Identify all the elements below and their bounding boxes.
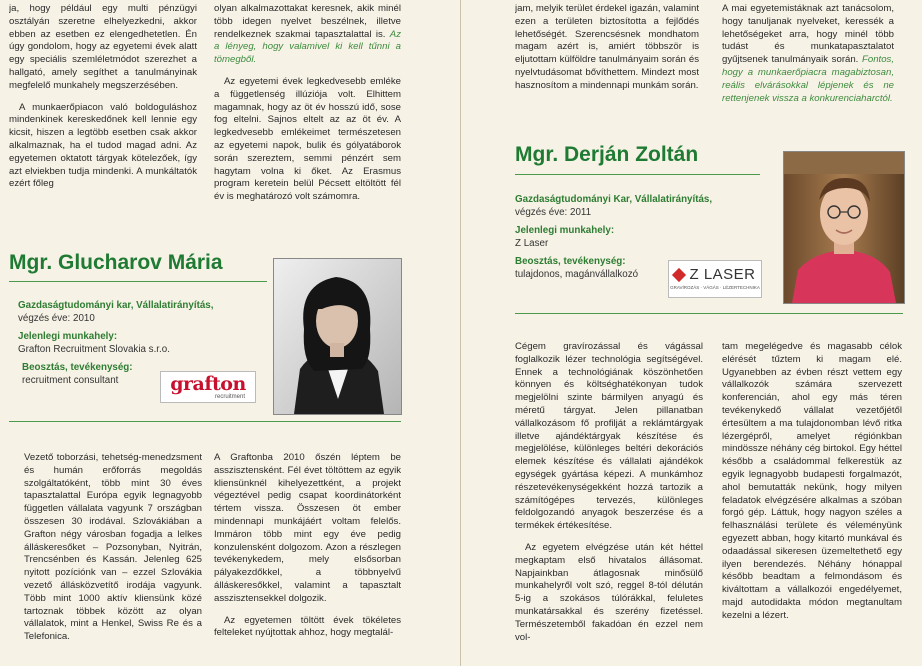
logo-wordmark: Z LASER xyxy=(689,266,756,283)
workplace-label: Jelenlegi munkahely: xyxy=(515,225,615,236)
laser-star-icon xyxy=(672,267,686,281)
graduation: végzés éve: 2011 xyxy=(515,206,592,218)
paragraph: A Graftonba 2010 őszén léptem be asszisztensként. Fél évet töltöttem az egyik kliensünknél kihelyezettként, a projekt végeztével pedig csapat koordinátorként tértem vissza. Összesen öt ember mindennapi munkájáért voltam felelős. Immáron több mint egy éve pedig konzulensként dolgozom. Azon a részlegen tevékenykedem, mely elsősorban pályakezdőkkel, a többnyelvű álláskeresőkkel, valamint a tapasztalt asszisztensekkel dolgozik. xyxy=(214,452,401,604)
logo-row xyxy=(669,266,761,283)
portrait-image xyxy=(784,152,904,303)
paragraph-text: A mai egyetemistáknak azt tanácsolom, hogy tanuljanak nyelveket, keressék a lehetőségeket arra, hogy minél több tudást és munkatapasztalatot gyűjtsenek tanulmányaik során. xyxy=(722,3,894,66)
position-label: Beosztás, tevékenység: xyxy=(515,256,626,267)
left-top-col-2 xyxy=(214,3,401,221)
profile2-col-2 xyxy=(722,341,902,664)
paragraph: A munkaerőpiacon való boldoguláshoz mindenkinek kereskedőnek kell lennie egy kicsit, hiszen a legtöbb esetben csak akkor alkalmaznak, ha el tudod magad adni. Az egyetemen oktatott tárgyak kötelezőek, így azt elviekben tudja mindenki. A munkáltatók ezért főleg xyxy=(9,101,197,190)
faculty: Gazdaságtudományi Kar, Vállalatirányítás, xyxy=(515,194,713,205)
paragraph: Cégem gravírozással és vágással foglalkozik lézer technológia segítségével. Ennek a technológiának köszönhetően könnyen és költséghatékonyan tudok megjelölni szinte bármilyen anyagú és méretű tárgyat. Jelen pillanatban vállalkozásom fő profilját a reklámtárgyak illetve ajándéktárgyak készítése és megjelölése, különleges beltéri dekorációs elemek készítése és vállalati ajándékok egységek gyártása képezi. A munkámhoz részetevékenységekként hozzá tartozik a számítógépes tervezés, különleges feldolgozandó anyagok beszerzése és a termékek értékesítése. xyxy=(515,341,703,532)
paragraph xyxy=(214,3,401,67)
paragraph: Az egyetem elvégzése után két héttel megkaptam első hivatalos állásomat. Napjainkban átlagosnak minősülő munkahelyről volt szó, reggel 8-tól délután 5-ig a szokásos túlórákkal, feluletes munkatársakkal és szerény fizetéssel. Természetemből fakadóan én ezzel nem vol- xyxy=(515,541,703,643)
profile1-col-2 xyxy=(214,452,401,664)
pull-quote: Fontos, hogy a munkaerőpiacra magabiztosan, reális elvárásokkal lépjenek és ne rettenjenek vissza a konkurenciaharctól. xyxy=(722,54,894,104)
workplace: Z Laser xyxy=(515,237,549,249)
right-top-col-1 xyxy=(515,3,699,113)
profile-name: Mgr. Derján Zoltán xyxy=(515,143,699,166)
profile2-col-1 xyxy=(515,341,703,664)
name-underline xyxy=(515,174,760,175)
portrait-image xyxy=(274,259,401,414)
profile1-col-1 xyxy=(24,452,202,664)
logo-wordmark: grafton xyxy=(170,373,246,395)
left-top-col-1 xyxy=(9,3,197,221)
paragraph: Az egyetemen töltött évek tökéletes felteleket nyújtottak ahhoz, hogy megtalál- xyxy=(214,614,401,639)
paragraph: ja, hogy például egy multi pénzügyi osztályán szeretne elhelyezkedni, akkor ebben az esetben ez elengedhetetlen. Én úgy gondolom, hogy az egyetemi évek alatt egy speciális szemléletmódot szerezhet a hallgató, amely segíthet a tanulmányinak megfelelő munkahely megszerzésében. xyxy=(9,3,197,91)
right-top-col-2 xyxy=(722,3,894,115)
portrait-photo xyxy=(783,151,905,304)
zlaser-logo xyxy=(668,260,762,298)
workplace: Grafton Recruitment Slovakia s.r.o. xyxy=(18,343,170,355)
faculty: Gazdaságtudományi kar, Vállalatirányítás, xyxy=(18,300,214,311)
graduation: végzés éve: 2010 xyxy=(18,312,95,324)
section-rule xyxy=(515,313,903,314)
section-rule xyxy=(9,421,401,422)
paragraph xyxy=(722,3,894,105)
profile-name: Mgr. Glucharov Mária xyxy=(9,251,223,274)
workplace-label: Jelenlegi munkahely: xyxy=(18,331,118,342)
position-label: Beosztás, tevékenység: xyxy=(22,362,133,373)
paragraph: Vezető toborzási, tehetség-menedzsment és humán erőforrás megoldás szolgáltatóként, több mint 30 éves tapasztalattal Európa egyik legnagyobb független vállalata vagyunk 7 országban összesen 30 irodával. Szlovákiában a Grafton négy városban fogadja a lelkes álláskeresőket – Pozsonyban, Nyitrán, Trencsénben és Kassán. Jelenleg 625 nyitott pozíciónk van – ezzel Szlovákia vezető állásközvetítő irodája vagyunk. Több mint 1000 aktív kliensünk közé tartoznak többek között az olyan vállalatok, mint a Henkel, Swiss Re és a Telefonica. xyxy=(24,452,202,643)
paragraph-text: olyan alkalmazottakat keresnek, akik minél több idegen nyelvet beszélnek, illetve rendelkeznek szakmai tapasztalattal is. xyxy=(214,3,401,40)
logo-subtext: recruitment xyxy=(214,394,245,400)
paragraph: tam megelégedve és magasabb célok elérését tűztem ki magam elé. Ugyanebben az évben részt vettem egy vállalkozók számára szervezett konferencián, ahol egy más téren tevékenykedő vállalat vezetőjétől értesültem a ma tulajdonomban lévő ritka lézergépről, amelyet régiónkban mindössze néhány cég birtokol. Egy héttel később a családommal felkerestük az egyik legnagyobb budapesti forgalmazót, ahol bemutatták nekünk, hogy milyen feladatok elvégzésére alkalmas a szóban forgó gép. Láttuk, hogy nagyon széles a felhasználási területe és véleményünk egyezett abban, hogy kitartó munkával és odaadással sikeresen üzemeltethető egy ilyen berendezés. Néhány hónappal később beadtam a felmondásom és kiváltottam a vállalkozói engedélyemet, majd autodidakta módon megtanultam kezelni a lézert. xyxy=(722,341,902,621)
grafton-logo xyxy=(160,371,256,403)
pull-quote: Az a lényeg, hogy valamivel ki kell tűnni a tömegből. xyxy=(214,28,401,66)
name-underline xyxy=(9,281,267,282)
position: tulajdonos, magánvállalkozó xyxy=(515,268,639,280)
paragraph: jam, melyik terület érdekel igazán, valamint ezen a területen biztosította a fejlődés lehetőségét. Szerencsésnek mondhatom magam azért is, amiért többször is eljutottam külföldre tanulmányaim során és nyelvtudásomat bővíthettem. Mindezt most hasznosítom a mindennapi munkám során. xyxy=(515,3,699,91)
position: recruitment consultant xyxy=(22,374,119,386)
page-divider xyxy=(460,0,461,666)
portrait-photo xyxy=(273,258,402,415)
paragraph: Az egyetemi évek legkedvesebb emléke a függetlenség illúziója volt. Elhittem magamnak, hogy az öt év hosszú idő, sose fog eltelni. Sajnos eltelt az az öt év. A legkedvesebb emlékeimet természetesen az egyetemi napok, bulik és gólyatáborok során szereztem, semmi pénzért sem hagytam volna ki őket. Az Erasmus program keretein belül Pécsett eltöltött fél év is meghatározó volt számomra. xyxy=(214,75,401,203)
logo-subtext: GRAVÍROZÁS · VÁGÁS · LÉZERTECHNIKA xyxy=(670,285,760,290)
